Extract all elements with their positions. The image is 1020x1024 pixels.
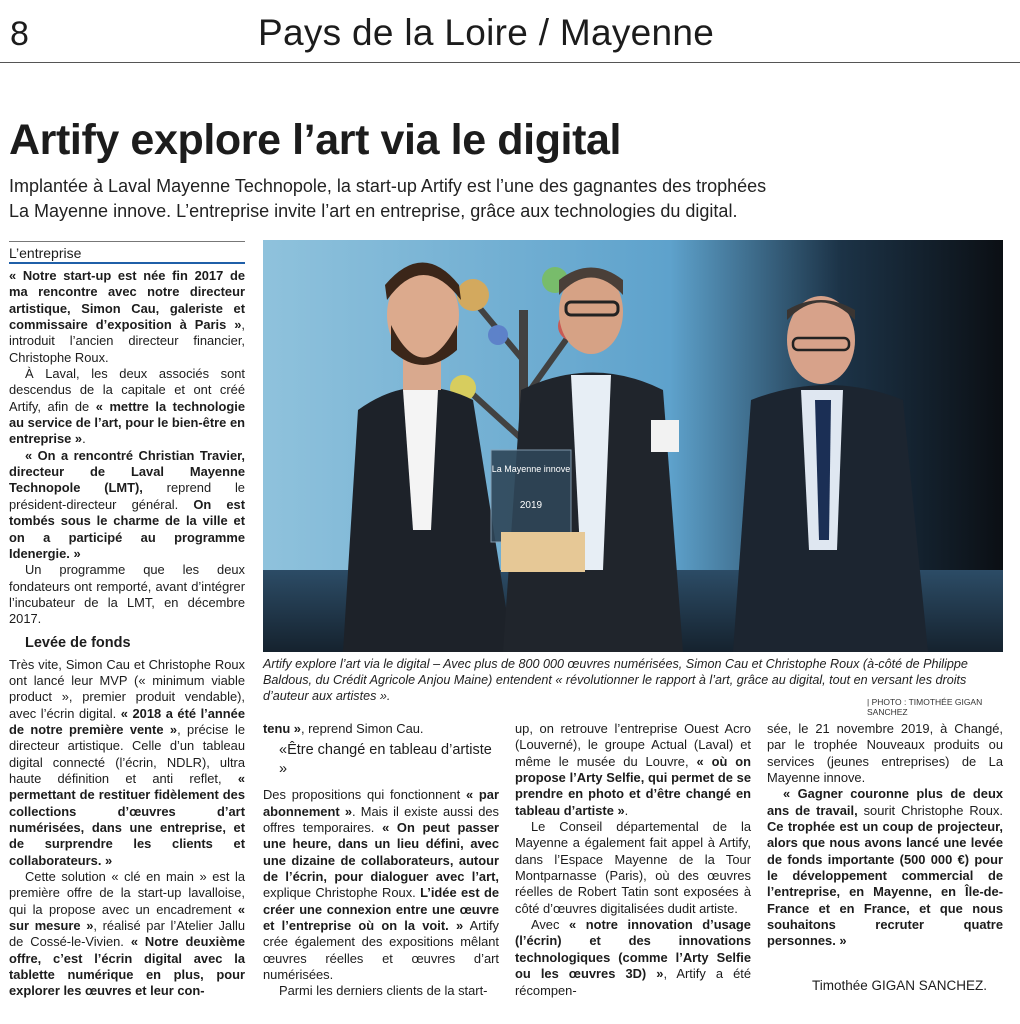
paragraph: Très vite, Simon Cau et Christophe Roux ont lancé leur MVP (« minimum viable product », premier produit vendable), avec l’écrin digital. « 2018 a été l’année de notre première vente », précise le directeur artistique. Celle d’un tableau digital connecté (l’écrin, NDLR), ultra haute définition et anti reflet, « permettant de restituer fidèlement des collections d’œuvres d’art numérisées, dans une entreprise, et de surprendre les clients et collaborateurs. » (9, 656, 246, 868)
article-lede (9, 174, 1009, 224)
paragraph: Parmi les derniers clients de la start- (279, 983, 488, 999)
column-3 (515, 721, 751, 999)
paragraph: sée, le 21 novembre 2019, à Changé, par le trophée Nouveaux produits ou services (jeunes entreprises) de La Mayenne innove. (767, 721, 1003, 786)
author-signature: Timothée GIGAN SANCHEZ. (812, 978, 988, 993)
lede-line: Implantée à Laval Mayenne Technopole, la start-up Artify est l’une des gagnantes des trophées (9, 176, 767, 196)
photo-caption: Artify explore l’art via le digital – Avec plus de 800 000 œuvres numérisées, Simon Cau et Christophe Roux (à-côté de Philippe Baldous, du Crédit Agricole Anjou Maine) entendent « révolutionner le rapport à l’art, grâce au digital, tout en versant les droits d’auteur aux artistes ». (263, 657, 968, 703)
article-photo (263, 240, 1003, 652)
paragraph: « Notre start-up est née fin 2017 de ma rencontre avec notre directeur artistique, Simon Cau, galeriste et commissaire d’exposition à Paris », introduit l’ancien directeur financier, Christophe Roux. (9, 268, 245, 365)
paragraph: « On a rencontré Christian Travier, directeur de Laval Mayenne Technopole (LMT), reprend le président-directeur général. On est tombés sous le charme de la ville et on a participé au programme Idenergie. » (9, 447, 245, 561)
photo-credit: | PHOTO : TIMOTHÉE GIGAN SANCHEZ (867, 697, 983, 717)
header-rule (0, 62, 1020, 63)
sidebar-label: L’entreprise (9, 245, 82, 261)
paragraph: Des propositions qui fonctionnent « par abonnement ». Mais il existe aussi des offres temporaires. « On peut passer une heure, dans un lieu défini, avec une dizaine de collaborateurs, autour de l’écrin, pour dialoguer avec l’art, explique Christophe Roux. L’idée est de créer une connexion entre une œuvre et l’entreprise où on la voit. » Artify crée également des expositions mêlant œuvres réelles et œuvres d’art numérisées. (263, 787, 500, 983)
paragraph: up, on retrouve l’entreprise Ouest Acro (Louverné), le groupe Actual (Laval) et même le musée du Louvre, « où on propose l’Arty Selfie, qui permet de se prendre en photo et d’être changé en tableau d’artiste ». (515, 721, 751, 818)
trophy-brand: La Mayenne innove (491, 464, 571, 474)
paragraph: « Gagner couronne plus de deux ans de travail, sourit Christophe Roux. Ce trophée est un coup de projecteur, alors que nous avons lancé une levée de fonds importante (500 000 €) pour le développement commercial de l’entreprise, en Mayenne, en Île-de-France et en France, et que nous souhaitons recruter quatre personnes. » (767, 786, 1004, 949)
trophy (491, 450, 585, 572)
section-title: Pays de la Loire / Mayenne (258, 12, 715, 53)
subhead-levee-de-fonds: Levée de fonds (25, 634, 131, 651)
sidebar-label-rule (9, 262, 245, 264)
column-4 (767, 721, 1003, 950)
article-headline: Artify explore l’art via le digital (9, 116, 622, 164)
page-number: 8 (10, 15, 29, 53)
paragraph: tenu », reprend Simon Cau. (263, 721, 424, 736)
paragraph: Le Conseil départemental de la Mayenne a également fait appel à Artify, dans l’Espace Mayenne de la Tour Montparnasse (Paris), où des œuvres réelles de Robert Tatin sont exposées à côté d’œuvres digitalisées dudit artiste. (515, 819, 751, 916)
paragraph: Un programme que les deux fondateurs ont remporté, avant d’intégrer l’incubateur de la LMT, en décembre 2017. (9, 562, 245, 627)
subhead-etre-change: «Être changé en tableau d’artiste » (279, 742, 492, 778)
column-1 (9, 268, 245, 1000)
paragraph: Avec « notre innovation d’usage (l’écrin) et des innovations technologiques (comme l’Arty Selfie ou les œuvres 3D) », Artify a été récompen- (515, 917, 752, 998)
photo-illustration (263, 240, 1003, 652)
paragraph: Cette solution « clé en main » est la première offre de la start-up lavalloise, qui la propose avec un encadrement « sur mesure », réalisé par l’Atelier Jallu de Cossé-le-Vivien. « Notre deuxième offre, c’est l’écrin digital avec la tablette numérique en plus, pour explorer les œuvres et leur con- (9, 869, 245, 999)
trophy-year: 2019 (519, 500, 543, 511)
column-2 (263, 721, 499, 1000)
paragraph: À Laval, les deux associés sont descendus de la capitale et ont créé Artify, afin de « mettre la technologie au service de l’art, pour le bien-être en entreprise ». (9, 366, 246, 447)
lede-line: La Mayenne innove. L’entreprise invite l’art en entreprise, grâce aux technologies du digital. (9, 201, 738, 221)
